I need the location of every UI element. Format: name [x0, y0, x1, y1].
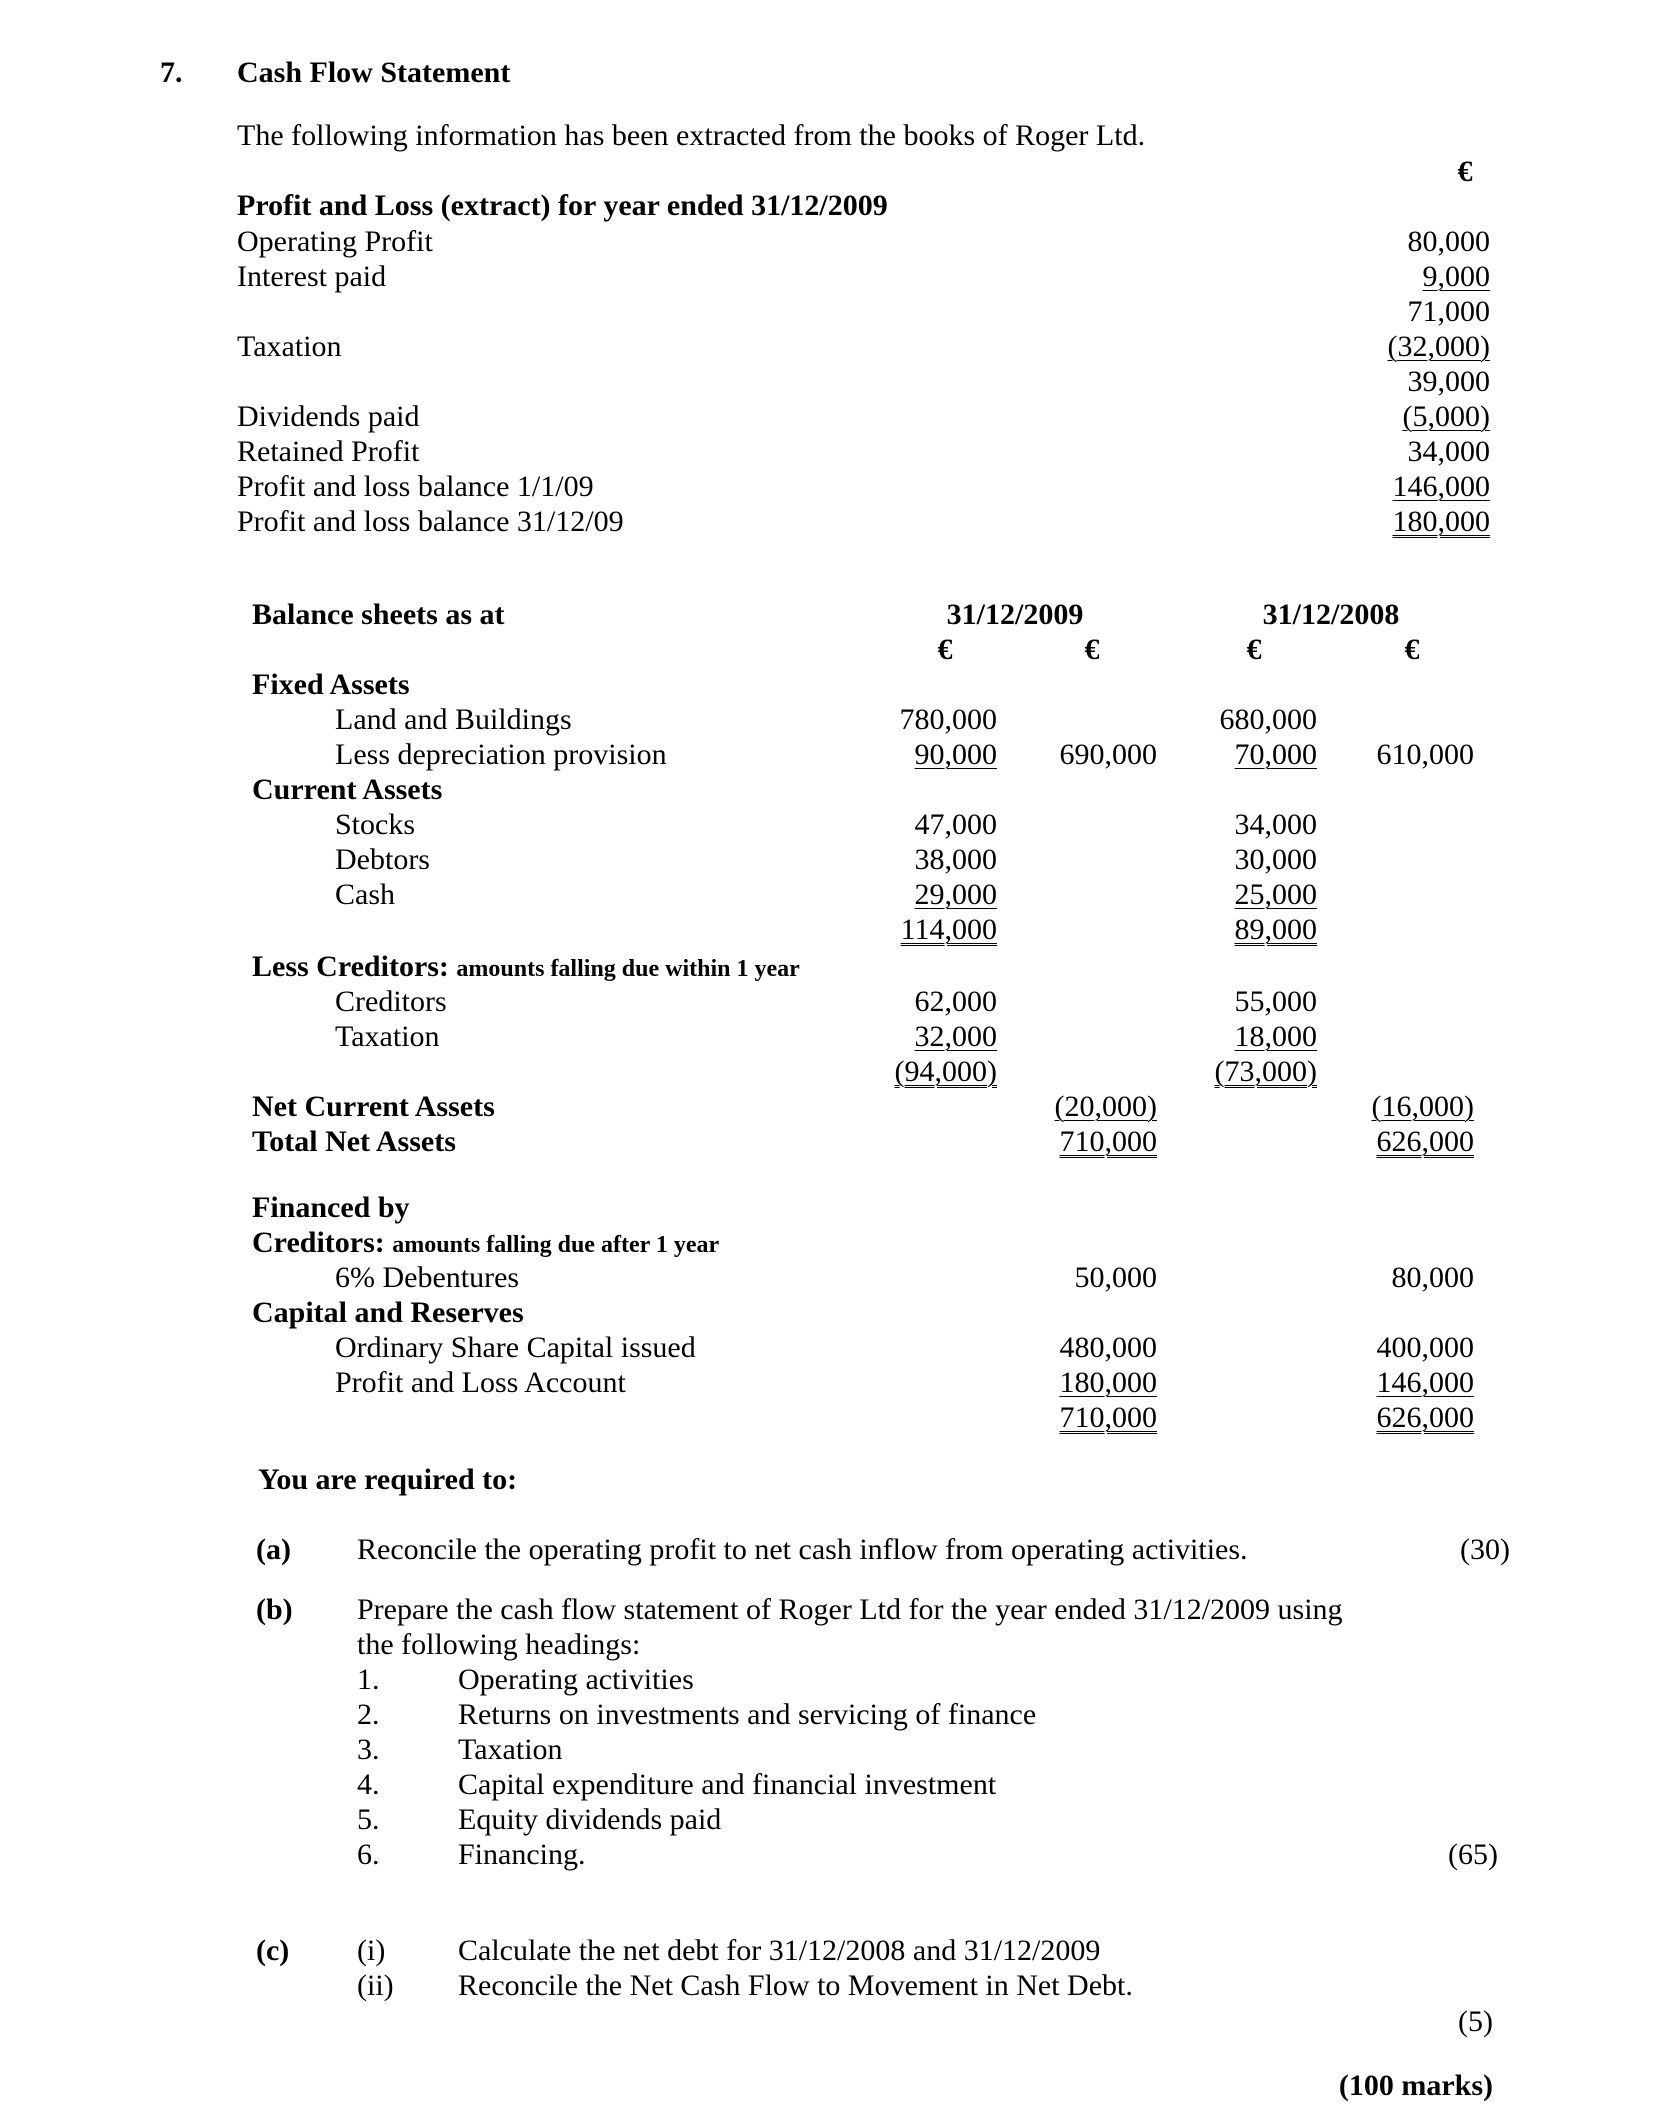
bs-tna-2008: 626,000 — [1376, 1125, 1474, 1158]
pl-currency-header: € — [1457, 155, 1473, 188]
bs-less-creditors-label: Less Creditors: — [252, 950, 449, 983]
req-b-item-text: Financing. — [458, 1838, 586, 1871]
bs-date-2009: 31/12/2009 — [946, 598, 1084, 631]
bs-land-2009: 780,000 — [899, 703, 997, 736]
bs-stocks-2008: 34,000 — [1234, 808, 1317, 841]
req-b-item-text: Taxation — [458, 1733, 563, 1766]
bs-creditors-after-heading — [252, 1228, 719, 1258]
bs-capital-reserves-heading: Capital and Reserves — [252, 1296, 524, 1329]
bs-pl-account-2009: 180,000 — [1059, 1366, 1157, 1399]
req-c-i-num: (i) — [357, 1934, 386, 1967]
bs-creditors-after-sub: amounts falling due after 1 year — [392, 1232, 720, 1258]
pl-value-taxation: (32,000) — [1387, 330, 1490, 363]
bs-fa-net-2008: 610,000 — [1376, 738, 1474, 771]
bs-debtors-2008: 30,000 — [1234, 843, 1317, 876]
bs-currency-2009-a: € — [937, 633, 953, 666]
bs-fa-net-2009: 690,000 — [1059, 738, 1157, 771]
bs-tna-2009: 710,000 — [1059, 1125, 1157, 1158]
req-a-letter: (a) — [256, 1533, 291, 1566]
req-a-text: Reconcile the operating profit to net cash inflow from operating activities. — [357, 1533, 1248, 1566]
bs-cash-label: Cash — [335, 878, 395, 911]
bs-total-2008: 626,000 — [1376, 1401, 1474, 1434]
req-b-item-text: Equity dividends paid — [458, 1803, 722, 1836]
req-b-item-num: 3. — [357, 1733, 380, 1766]
bs-cash-2009: 29,000 — [914, 878, 997, 911]
bs-ca-total-2009: 114,000 — [900, 913, 997, 946]
bs-stocks-label: Stocks — [335, 808, 416, 841]
bs-creditors-2009: 62,000 — [914, 985, 997, 1018]
pl-label-taxation: Taxation — [237, 330, 342, 363]
pl-value-interest-paid: 9,000 — [1422, 260, 1490, 293]
bs-taxation-2008: 18,000 — [1234, 1020, 1317, 1053]
bs-total-2009: 710,000 — [1059, 1401, 1157, 1434]
req-b-item-num: 5. — [357, 1803, 380, 1836]
bs-debentures-2009: 50,000 — [1074, 1261, 1157, 1294]
req-b-item-num: 6. — [357, 1838, 380, 1871]
bs-creditors-after-label: Creditors: — [252, 1226, 385, 1259]
pl-value-operating-profit: 80,000 — [1407, 225, 1490, 258]
pl-value-dividends-paid: (5,000) — [1402, 400, 1490, 433]
bs-currency-2008-a: € — [1246, 633, 1262, 666]
question-number: 7. — [160, 56, 183, 89]
pl-value-subtotal-2: 39,000 — [1407, 365, 1490, 398]
bs-cl-total-2009: (94,000) — [894, 1055, 997, 1088]
req-b-text1: Prepare the cash flow statement of Roger Ltd for the year ended 31/12/2009 using — [357, 1593, 1343, 1626]
pl-label-balance-start: Profit and loss balance 1/1/09 — [237, 470, 594, 503]
bs-share-capital-2008: 400,000 — [1376, 1331, 1474, 1364]
req-b-letter: (b) — [256, 1593, 293, 1626]
req-c-marks: (5) — [1458, 2005, 1493, 2038]
req-b-item-num: 4. — [357, 1768, 380, 1801]
bs-less-creditors-heading — [252, 952, 800, 982]
bs-date-2008: 31/12/2008 — [1262, 598, 1400, 631]
bs-creditors-label: Creditors — [335, 985, 447, 1018]
bs-fixed-assets-heading: Fixed Assets — [252, 668, 410, 701]
bs-cl-total-2008: (73,000) — [1214, 1055, 1317, 1088]
bs-share-capital-2009: 480,000 — [1059, 1331, 1157, 1364]
req-b-marks: (65) — [1448, 1838, 1498, 1871]
bs-nca-2009: (20,000) — [1054, 1090, 1157, 1123]
bs-financed-by: Financed by — [252, 1191, 410, 1224]
pl-value-balance-end: 180,000 — [1392, 505, 1490, 538]
required-heading: You are required to: — [258, 1463, 518, 1496]
pl-label-balance-end: Profit and loss balance 31/12/09 — [237, 505, 624, 538]
req-b-item-text: Capital expenditure and financial investment — [458, 1768, 997, 1801]
bs-creditors-2008: 55,000 — [1234, 985, 1317, 1018]
req-c-i-text: Calculate the net debt for 31/12/2008 and 31/12/2009 — [458, 1934, 1101, 1967]
req-b-text2: the following headings: — [357, 1628, 641, 1661]
total-marks: (100 marks) — [1338, 2069, 1493, 2102]
bs-debtors-2009: 38,000 — [914, 843, 997, 876]
bs-currency-2009-b: € — [1084, 633, 1100, 666]
page-title: Cash Flow Statement — [237, 56, 511, 89]
req-b-item-text: Returns on investments and servicing of finance — [458, 1698, 1037, 1731]
pl-heading: Profit and Loss (extract) for year ended 31/12/2009 — [237, 189, 888, 222]
bs-less-creditors-sub: amounts falling due within 1 year — [456, 956, 800, 982]
bs-taxation-label: Taxation — [335, 1020, 440, 1053]
bs-debentures-2008: 80,000 — [1391, 1261, 1474, 1294]
intro-text: The following information has been extracted from the books of Roger Ltd. — [237, 119, 1146, 152]
bs-dep-label: Less depreciation provision — [335, 738, 667, 771]
bs-pl-account-2008: 146,000 — [1376, 1366, 1474, 1399]
pl-value-retained-profit: 34,000 — [1407, 435, 1490, 468]
bs-pl-account-label: Profit and Loss Account — [335, 1366, 626, 1399]
bs-taxation-2009: 32,000 — [914, 1020, 997, 1053]
pl-value-balance-start: 146,000 — [1392, 470, 1490, 503]
pl-label-operating-profit: Operating Profit — [237, 225, 433, 258]
bs-nca-2008: (16,000) — [1371, 1090, 1474, 1123]
req-a-marks: (30) — [1460, 1533, 1510, 1566]
bs-land-2008: 680,000 — [1219, 703, 1317, 736]
bs-share-capital-label: Ordinary Share Capital issued — [335, 1331, 696, 1364]
bs-nca-label: Net Current Assets — [252, 1090, 495, 1123]
bs-ca-total-2008: 89,000 — [1234, 913, 1317, 946]
bs-land-label: Land and Buildings — [335, 703, 572, 736]
bs-current-assets-heading: Current Assets — [252, 773, 443, 806]
bs-debentures-label: 6% Debentures — [335, 1261, 520, 1294]
req-b-item-text: Operating activities — [458, 1663, 694, 1696]
bs-cash-2008: 25,000 — [1234, 878, 1317, 911]
bs-stocks-2009: 47,000 — [914, 808, 997, 841]
bs-dep-2009: 90,000 — [914, 738, 997, 771]
req-c-ii-num: (ii) — [357, 1969, 394, 2002]
pl-label-dividends-paid: Dividends paid — [237, 400, 420, 433]
bs-debtors-label: Debtors — [335, 843, 430, 876]
bs-tna-label: Total Net Assets — [252, 1125, 456, 1158]
req-b-item-num: 2. — [357, 1698, 380, 1731]
pl-label-interest-paid: Interest paid — [237, 260, 387, 293]
pl-label-retained-profit: Retained Profit — [237, 435, 420, 468]
req-c-ii-text: Reconcile the Net Cash Flow to Movement in Net Debt. — [458, 1969, 1133, 2002]
bs-currency-2008-b: € — [1404, 633, 1420, 666]
req-c-letter: (c) — [256, 1934, 290, 1967]
bs-heading: Balance sheets as at — [252, 598, 505, 631]
pl-value-subtotal-1: 71,000 — [1407, 295, 1490, 328]
req-b-item-num: 1. — [357, 1663, 380, 1696]
bs-dep-2008: 70,000 — [1234, 738, 1317, 771]
